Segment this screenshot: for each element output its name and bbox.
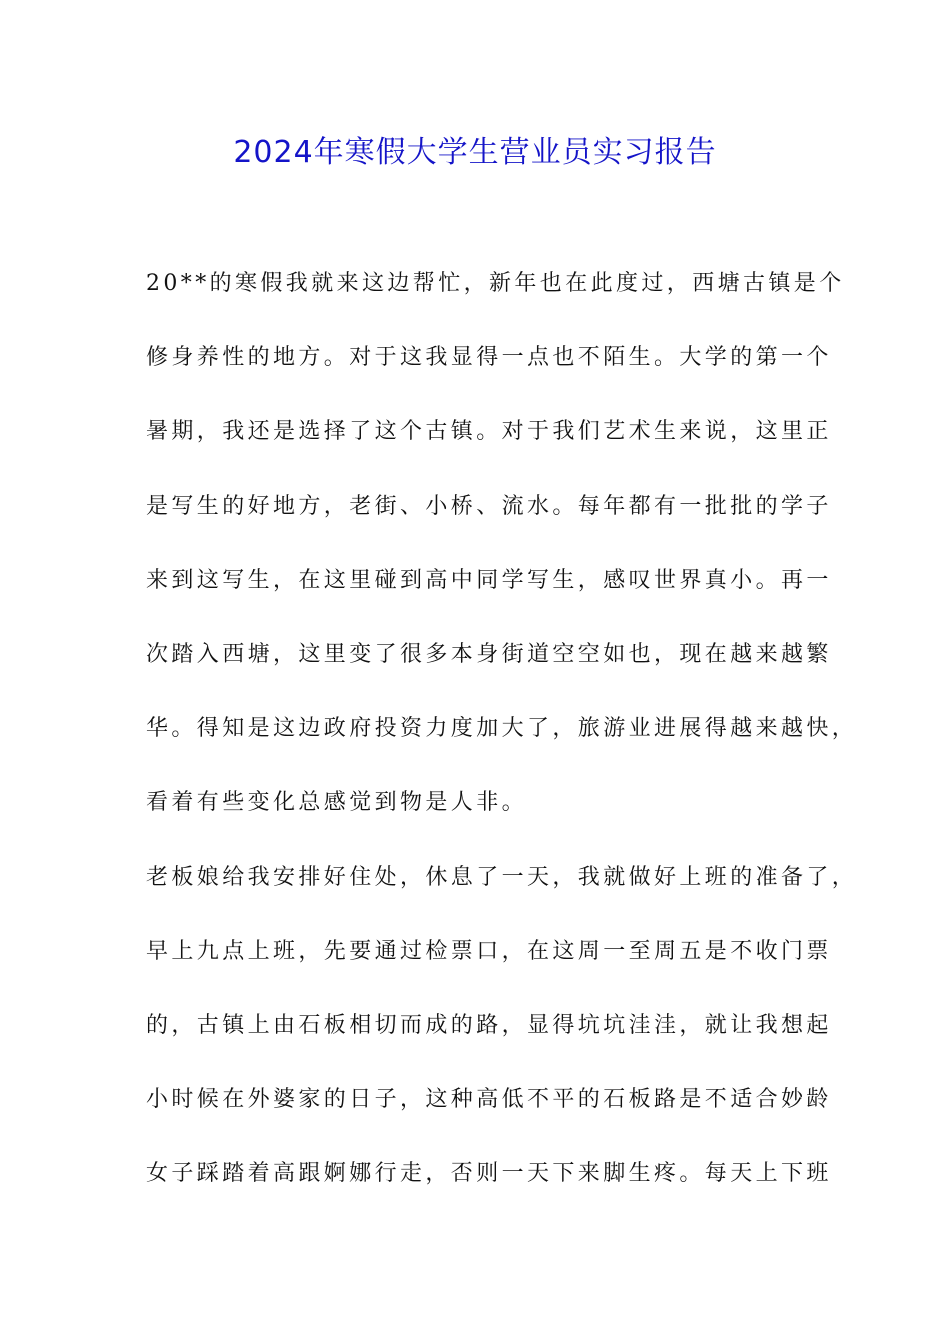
text-line: 华。得知是这边政府投资力度加大了，旅游业进展得越来越快， (146, 716, 858, 742)
text-line: 小时候在外婆家的日子，这种高低不平的石板路是不适合妙龄 (146, 1087, 832, 1113)
text-line: 暑期，我还是选择了这个古镇。对于我们艺术生来说，这里正 (146, 419, 832, 445)
text-line: 20**的寒假我就来这边帮忙，新年也在此度过，西塘古镇是个 (146, 271, 845, 296)
text-line: 看着有些变化总感觉到物是人非。 (146, 790, 528, 816)
text-line: 来到这写生，在这里碰到高中同学写生，感叹世界真小。再一 (146, 567, 832, 593)
text-line: 的，古镇上由石板相切而成的路，显得坑坑洼洼，就让我想起 (146, 1012, 832, 1038)
text-line: 次踏入西塘，这里变了很多本身街道空空如也，现在越来越繁 (146, 641, 832, 667)
document-body (146, 258, 858, 1222)
text-line: 修身养性的地方。对于这我显得一点也不陌生。大学的第一个 (146, 345, 832, 371)
text-line: 老板娘给我安排好住处，休息了一天，我就做好上班的准备了， (146, 864, 858, 890)
text-line: 早上九点上班，先要通过检票口，在这周一至周五是不收门票 (146, 938, 832, 964)
text-line: 是写生的好地方，老街、小桥、流水。每年都有一批批的学子 (146, 493, 832, 519)
document-title: 2024年寒假大学生营业员实习报告 (233, 135, 717, 170)
text-line: 女子踩踏着高跟婀娜行走，否则一天下来脚生疼。每天上下班 (146, 1161, 832, 1187)
